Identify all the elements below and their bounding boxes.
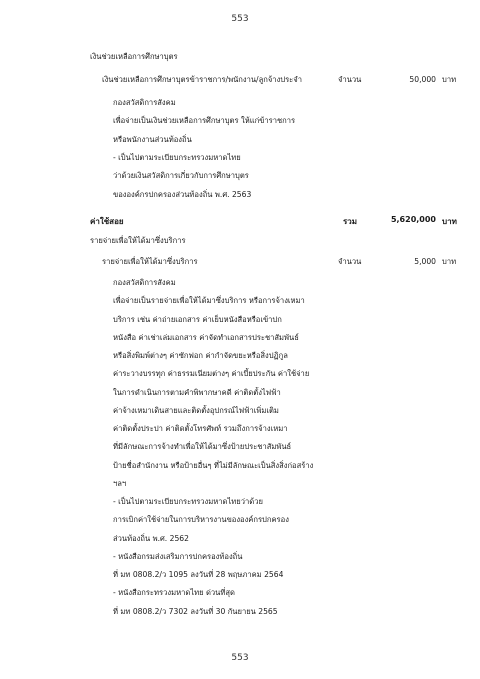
qty-label: จำนวน	[338, 257, 362, 266]
description-line: - เป็นไปตามระเบียบกระทรวงมหาดไทยว่าด้วย	[113, 497, 263, 506]
description-line: - หนังสือกระทรวงมหาดไทย ด่วนที่สุด	[113, 588, 235, 598]
description-line: หรือสิ่งพิมพ์ต่างๆ ค่าซักฟอก ค่ากำจัดขยะหรือสิ่งปฏิกูล	[113, 351, 288, 360]
description-line: บริการ เช่น ค่าถ่ายเอกสาร ค่าเย็บหนังสือหรือเข้าปก	[113, 314, 282, 324]
description-line: ป้ายชื่อสำนักงาน หรือป้ายอื่นๆ ที่ไม่มีลักษณะเป็นสิ่งสิ่งก่อสร้าง	[113, 460, 314, 470]
description-line: ที่ มท 0808.2/ว 1095 ลงวันที่ 28 พฤษภาคม 2564	[113, 570, 284, 579]
description-line: ส่วนท้องถิ่น พ.ศ. 2562	[113, 533, 189, 543]
qty-label: จำนวน	[338, 75, 362, 84]
section-heading: ค่าใช้สอย	[90, 217, 124, 226]
description-line: เพื่อจ่ายเป็นรายจ่ายเพื่อให้ได้มาซึ่งบริการ หรือการจ้างเหมา	[113, 296, 305, 306]
description-line: - เป็นไปตามระเบียบกระทรวงมหาดไทย	[113, 152, 241, 162]
description-line: ค่าจ้างเหมาเดินสายและติดตั้งอุปกรณ์ไฟฟ้าเพิ่มเติม	[113, 405, 279, 415]
description-line: ค่าระวางบรรทุก ค่าธรรมเนียมต่างๆ ค่าเบี้ยประกัน ค่าใช้จ่าย	[113, 369, 310, 379]
item-amount: 5,000	[414, 257, 436, 266]
currency-label: บาท	[442, 257, 457, 266]
currency-label: บาท	[442, 75, 457, 84]
description-line: หนังสือ ค่าเช่าเล่มเอกสาร ค่าจัดทำเอกสารประชาสัมพันธ์	[113, 332, 299, 342]
currency-label: บาท	[442, 217, 457, 226]
description-line: ฯลฯ	[113, 478, 127, 488]
sub-heading: รายจ่ายเพื่อให้ได้มาซึ่งบริการ	[90, 236, 186, 245]
description-line: กองสวัสดิการสังคม	[113, 278, 176, 287]
description-line: เพื่อจ่ายเป็นเงินช่วยเหลือการศึกษาบุตร ให้แก่ข้าราชการ	[113, 116, 296, 126]
total-amount: 5,620,000	[390, 215, 436, 224]
description-line: หรือพนักงานส่วนท้องถิ่น	[113, 134, 192, 144]
total-label: รวม	[343, 217, 358, 226]
item-label: เงินช่วยเหลือการศึกษาบุตรข้าราชการ/พนักงาน/ลูกจ้างประจำ	[102, 75, 302, 84]
description-line: ขององค์กรปกครองส่วนท้องถิ่น พ.ศ. 2563	[113, 189, 252, 199]
description-line: กองสวัสดิการสังคม	[113, 98, 176, 107]
section-heading: เงินช่วยเหลือการศึกษาบุตร	[90, 52, 178, 61]
page-number-bottom: 553	[231, 653, 249, 663]
item-amount: 50,000	[409, 75, 436, 84]
description-line: ที่ มท 0808.2/ว 7302 ลงวันที่ 30 กันยายน 2565	[113, 606, 278, 616]
description-line: ในการดำเนินการตามคำพิพากษาคดี ค่าติดตั้งไฟฟ้า	[113, 387, 281, 397]
page-number-top: 553	[231, 14, 249, 24]
description-line: ที่มีลักษณะการจ้างทำเพื่อให้ได้มาซึ่งป้ายประชาสัมพันธ์	[113, 442, 292, 452]
item-label: รายจ่ายเพื่อให้ได้มาซึ่งบริการ	[102, 257, 198, 266]
description-line: ค่าติดตั้งประปา ค่าติดตั้งโทรศัพท์ รวมถึงการจ้างเหมา	[113, 424, 288, 433]
description-line: การเบิกค่าใช้จ่ายในการบริหารงานขององค์กรปกครอง	[113, 515, 289, 525]
description-line: - หนังสือกรมส่งเสริมการปกครองท้องถิ่น	[113, 551, 243, 561]
description-line: ว่าด้วยเงินสวัสดิการเกี่ยวกับการศึกษาบุตร	[113, 171, 249, 181]
